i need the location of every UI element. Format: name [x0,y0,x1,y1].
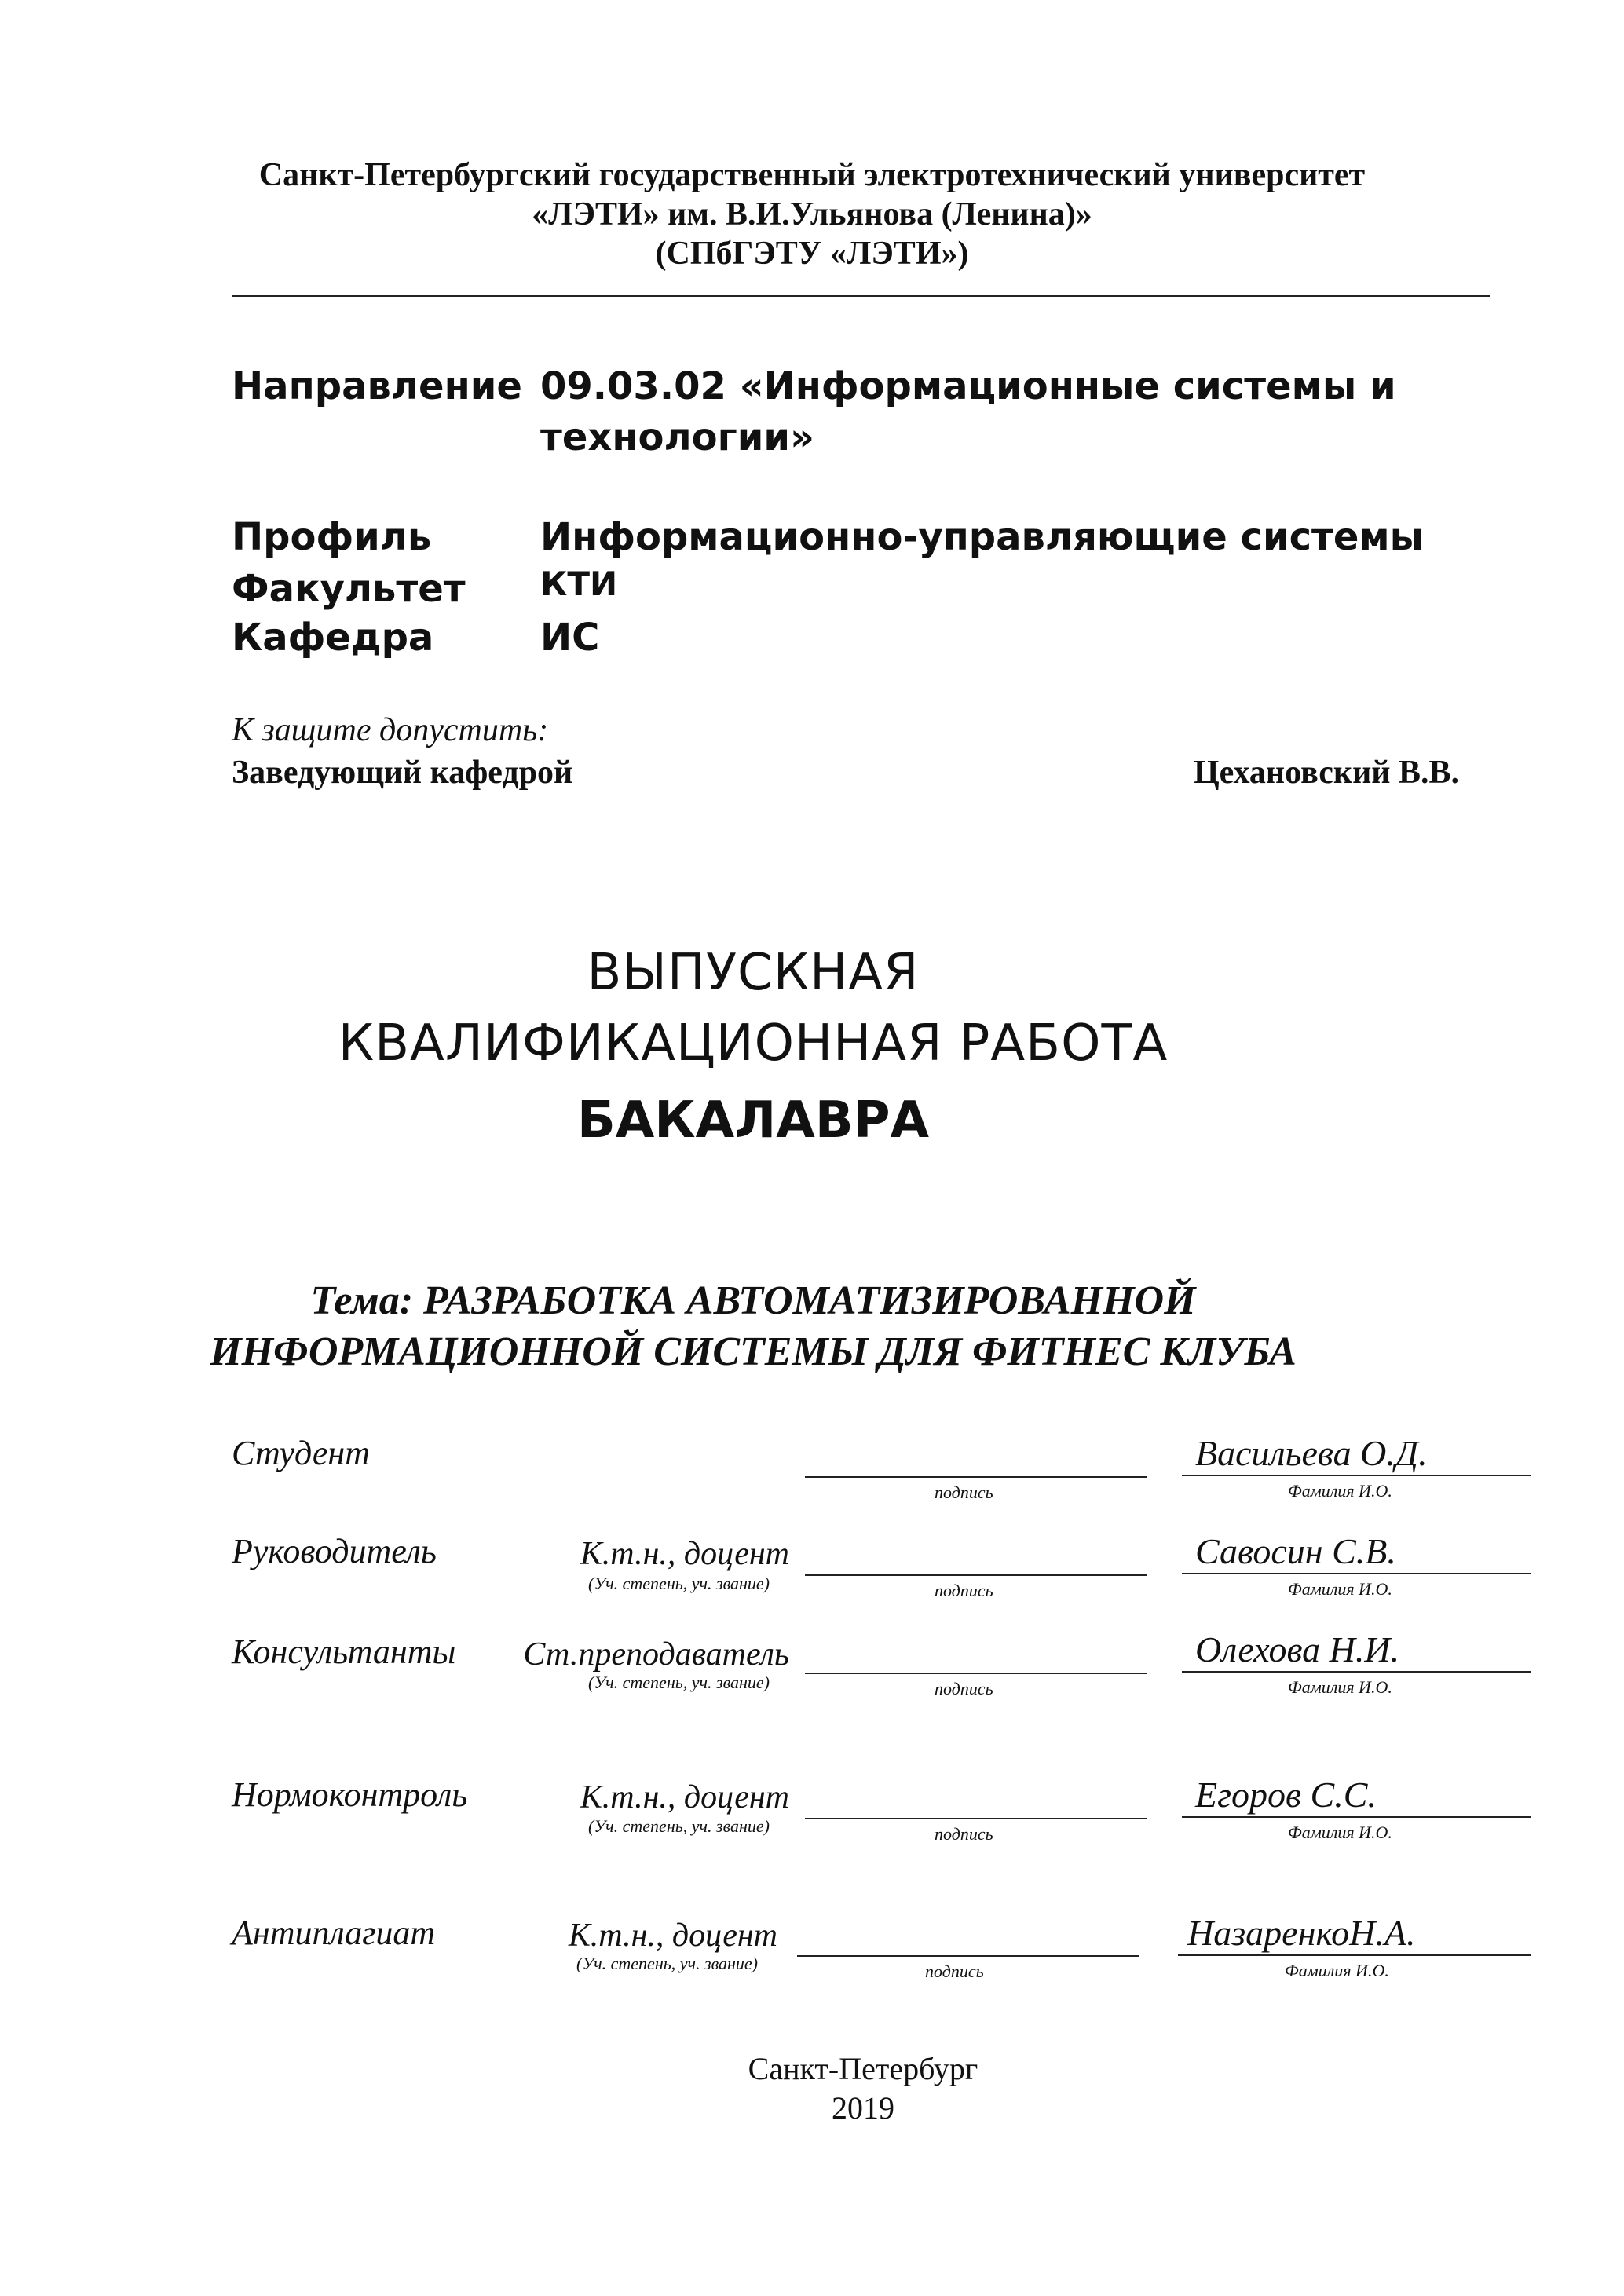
name-antiplagiarism: НазаренкоН.А. [1187,1913,1416,1953]
work-title-line1: ВЫПУСКНАЯ [587,944,920,1002]
university-abbreviation: (СПбГЭТУ «ЛЭТИ») [655,236,969,272]
footer-year: 2019 [832,2090,894,2126]
signature-line-consultant [805,1673,1147,1674]
work-title-line3: БАКАЛАВРА [576,1091,930,1150]
name-consultant: Олехова Н.И. [1195,1629,1400,1669]
header-divider [232,295,1490,297]
name-student: Васильева О.Д. [1195,1433,1428,1473]
head-of-department-name: Цехановский В.В. [1194,755,1460,791]
university-name-line1: Санкт-Петербургский государственный электротехнический университет [258,157,1366,193]
fio-caption: Фамилия И.О. [1288,1481,1392,1501]
degree-consultant: Ст.преподаватель [523,1636,789,1673]
fio-caption: Фамилия И.О. [1288,1677,1392,1697]
fio-caption: Фамилия И.О. [1285,1961,1389,1980]
name-supervisor: Савосин С.В. [1195,1531,1396,1571]
faculty-value: КТИ [540,565,618,603]
degree-caption: (Уч. степень, уч. звание) [588,1574,770,1593]
name-line-norm-control [1182,1816,1531,1818]
theme-line1: Тема: РАЗРАБОТКА АВТОМАТИЗИРОВАННОЙ [310,1278,1196,1323]
signature-caption: подпись [935,1679,993,1698]
admission-label: К защите допустить: [232,712,549,748]
degree-supervisor: К.т.н., доцент [580,1536,789,1572]
signature-line-norm-control [805,1818,1147,1819]
role-antiplagiarism: Антиплагиат [232,1914,436,1952]
name-line-student [1182,1475,1531,1476]
degree-caption: (Уч. степень, уч. звание) [576,1954,758,1973]
name-line-antiplagiarism [1178,1954,1531,1956]
signature-caption: подпись [935,1483,993,1502]
degree-caption: (Уч. степень, уч. звание) [588,1816,770,1836]
signature-caption: подпись [935,1581,993,1600]
role-supervisor: Руководитель [232,1532,437,1570]
profile-label: Профиль [232,515,432,559]
name-line-consultant [1182,1671,1531,1673]
university-name-line2: «ЛЭТИ» им. В.И.Ульянова (Ленина)» [532,196,1092,232]
head-of-department-position: Заведующий кафедрой [232,755,573,791]
role-norm-control: Нормоконтроль [232,1775,468,1814]
role-student: Студент [232,1434,370,1472]
department-label: Кафедра [232,616,434,660]
direction-value-line1: 09.03.02 «Информационные системы и [540,364,1396,408]
theme-line2: ИНФОРМАЦИОННОЙ СИСТЕМЫ ДЛЯ ФИТНЕС КЛУБА [210,1329,1297,1374]
signature-line-supervisor [805,1574,1147,1576]
direction-value-line2: технологии» [540,415,814,459]
degree-antiplagiarism: К.т.н., доцент [568,1918,777,1954]
role-consultants: Консультанты [232,1632,456,1671]
name-line-supervisor [1182,1573,1531,1574]
signature-line-antiplagiarism [797,1955,1139,1957]
footer-city: Санкт-Петербург [748,2051,978,2086]
signature-line-student [805,1476,1147,1478]
profile-value: Информационно-управляющие системы [540,515,1425,559]
signature-caption: подпись [925,1961,984,1981]
department-value: ИС [540,616,600,660]
direction-label: Направление [232,364,522,408]
degree-norm-control: К.т.н., доцент [580,1779,789,1815]
degree-caption: (Уч. степень, уч. звание) [588,1673,770,1692]
fio-caption: Фамилия И.О. [1288,1823,1392,1842]
faculty-label: Факультет [232,567,466,611]
work-title-line2: КВАЛИФИКАЦИОННАЯ РАБОТА [338,1015,1169,1073]
fio-caption: Фамилия И.О. [1288,1579,1392,1599]
name-norm-control: Егоров С.С. [1195,1775,1377,1815]
signature-caption: подпись [935,1824,993,1844]
